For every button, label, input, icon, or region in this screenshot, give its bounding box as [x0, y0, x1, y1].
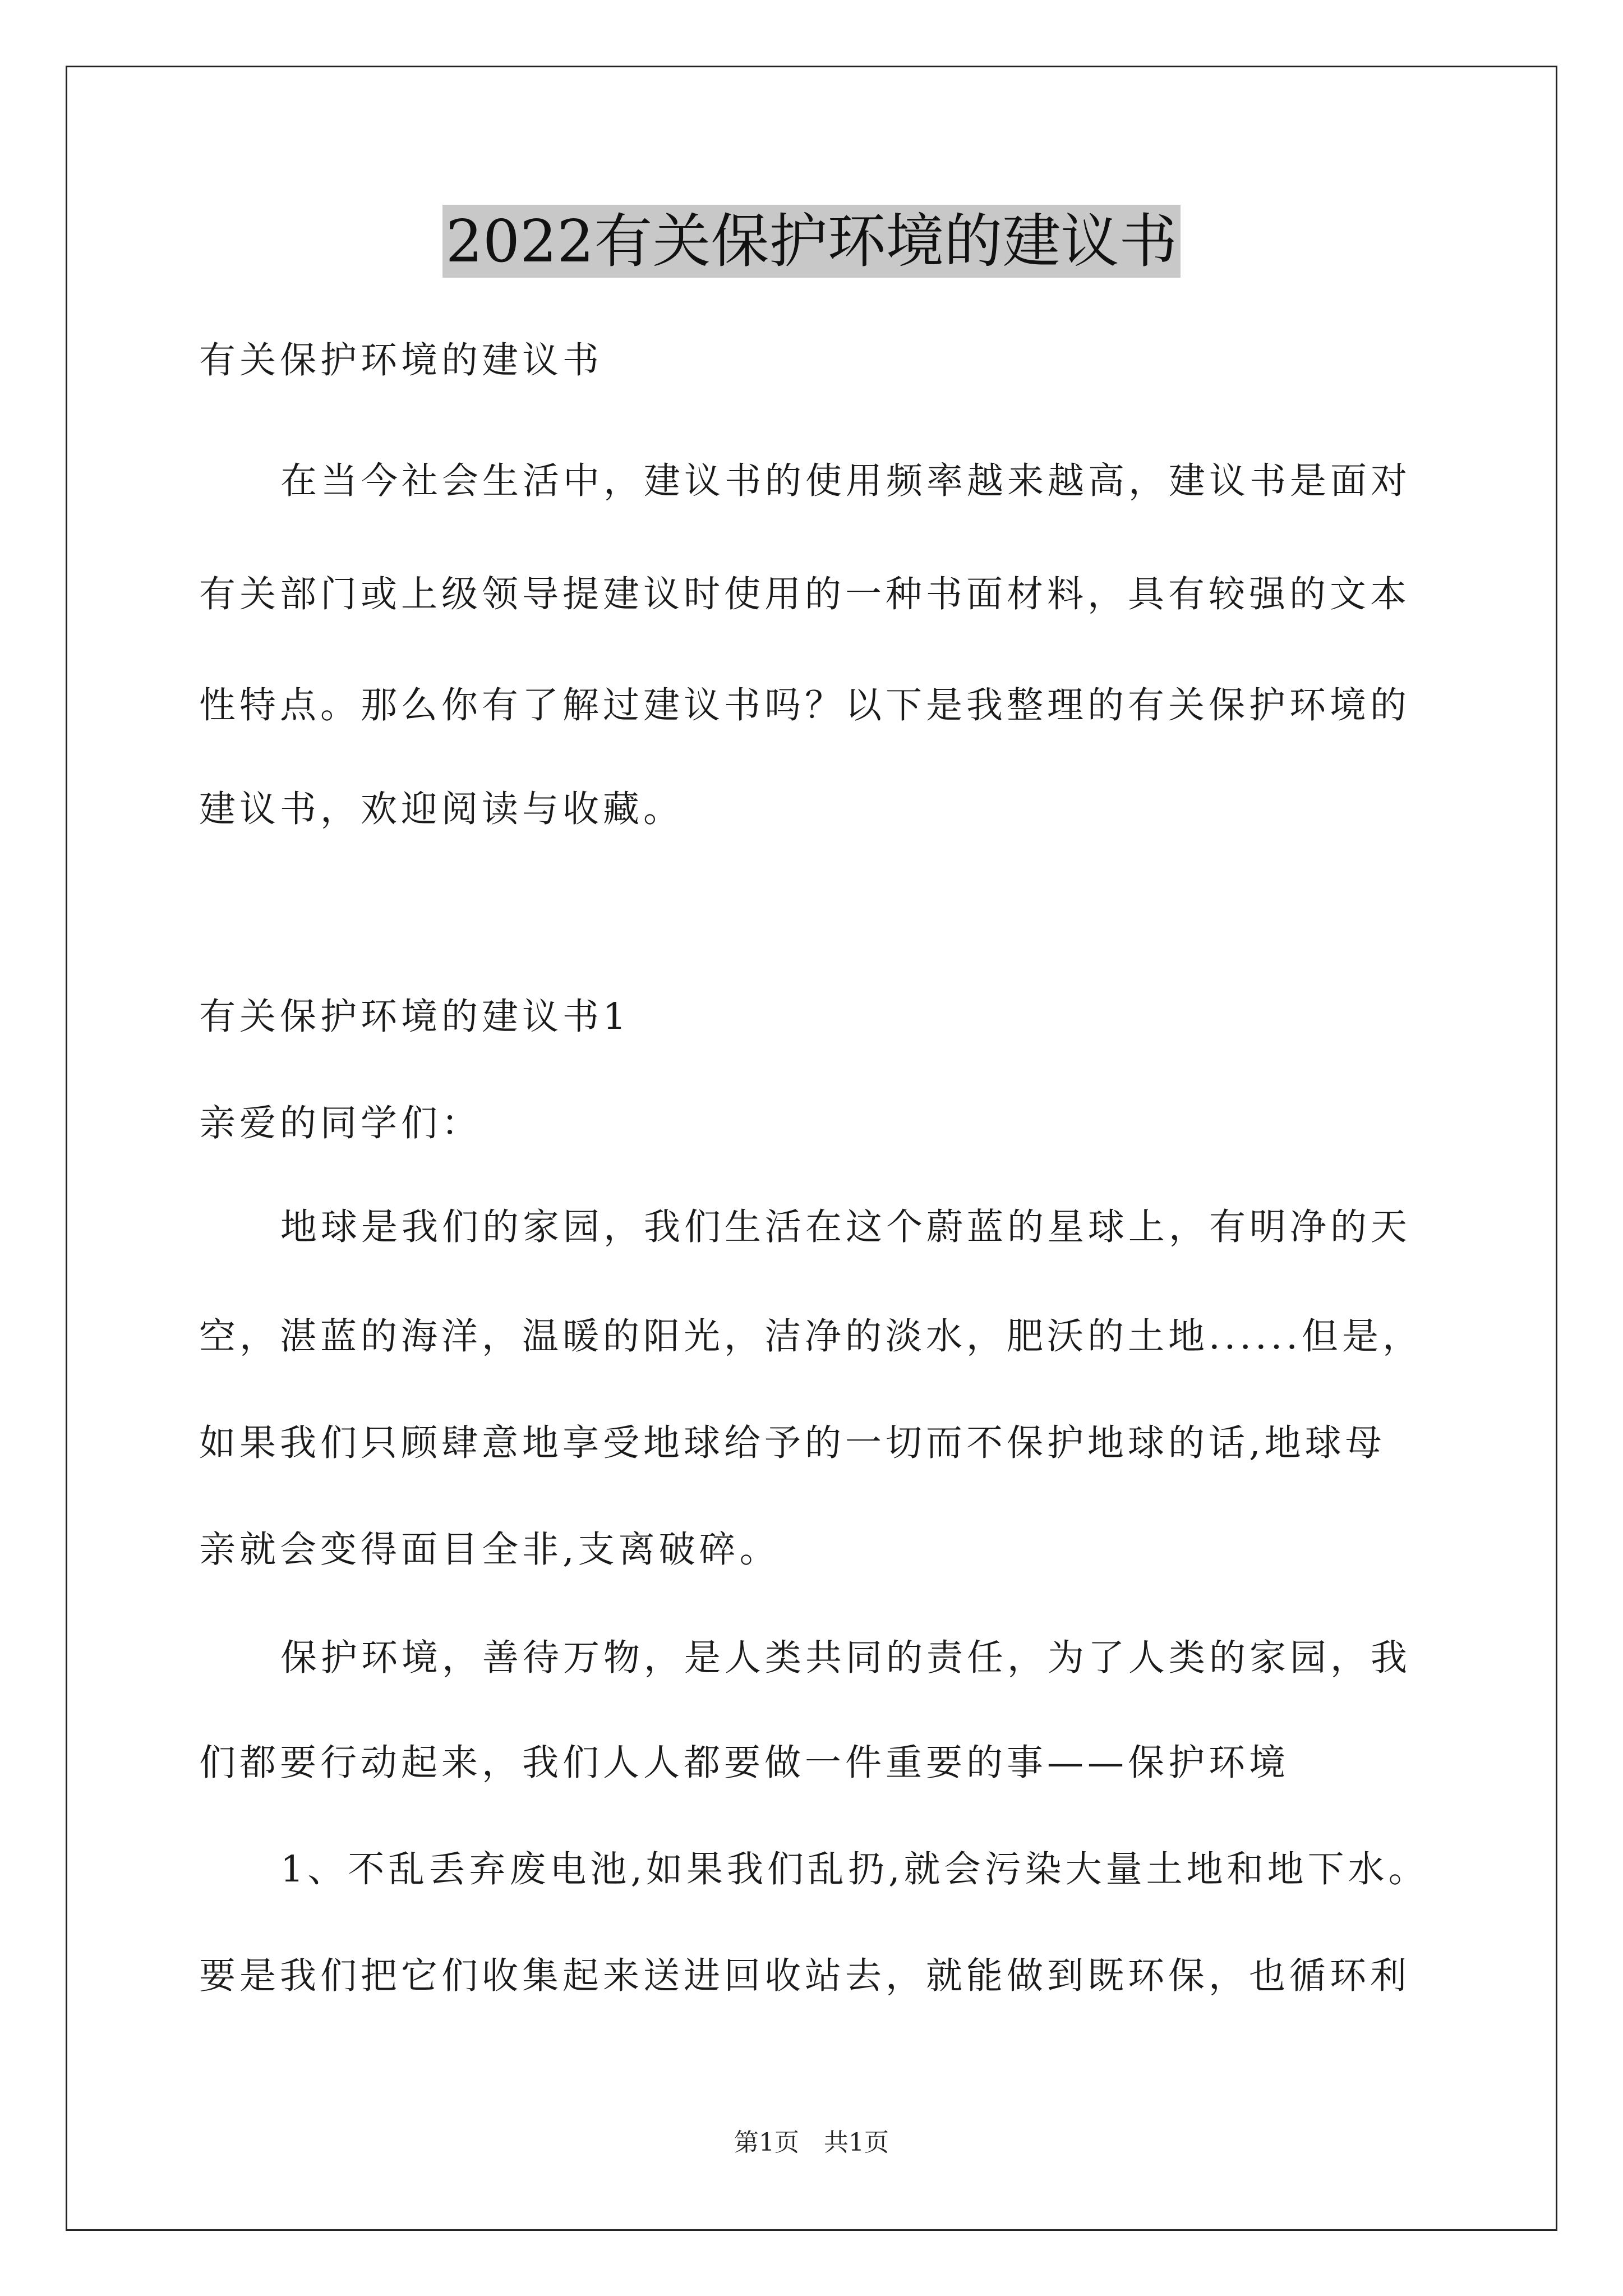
- paragraph-line: 们都要行动起来，我们人人都要做一件重要的事——保护环境: [199, 1742, 1290, 1784]
- paragraph-line: 保护环境，善待万物，是人类共同的责任，为了人类的家园，我: [280, 1637, 1412, 1679]
- section-heading: 有关保护环境的建议书: [199, 339, 603, 381]
- document-title-text: 2022有关保护环境的建议书: [442, 205, 1181, 278]
- paragraph-line: 性特点。那么你有了解过建议书吗？以下是我整理的有关保护环境的: [199, 684, 1411, 726]
- document-title: [0, 205, 1623, 278]
- paragraph-line: 如果我们只顾肆意地享受地球给予的一切而不保护地球的话,地球母: [199, 1422, 1386, 1464]
- salutation: 亲爱的同学们：: [199, 1102, 482, 1144]
- paragraph-line: 要是我们把它们收集起来送进回收站去，就能做到既环保，也循环利: [199, 1955, 1411, 1997]
- list-item-line: 1、不乱丢弃废电池,如果我们乱扔,就会污染大量土地和地下水。: [280, 1848, 1429, 1890]
- paragraph-line: 在当今社会生活中，建议书的使用频率越来越高，建议书是面对: [280, 460, 1412, 502]
- paragraph-line: 有关部门或上级领导提建议时使用的一种书面材料，具有较强的文本: [199, 573, 1411, 615]
- page-number-footer: 第1页 共1页: [734, 2128, 889, 2157]
- paragraph-line: 空，湛蓝的海洋，温暖的阳光，洁净的淡水，肥沃的土地......但是，: [199, 1315, 1423, 1358]
- section-heading: 有关保护环境的建议书1: [199, 996, 630, 1038]
- paragraph-line: 建议书，欢迎阅读与收藏。: [199, 788, 684, 830]
- paragraph-line: 地球是我们的家园，我们生活在这个蔚蓝的星球上，有明净的天: [280, 1206, 1412, 1248]
- paragraph-line: 亲就会变得面目全非,支离破碎。: [199, 1529, 780, 1571]
